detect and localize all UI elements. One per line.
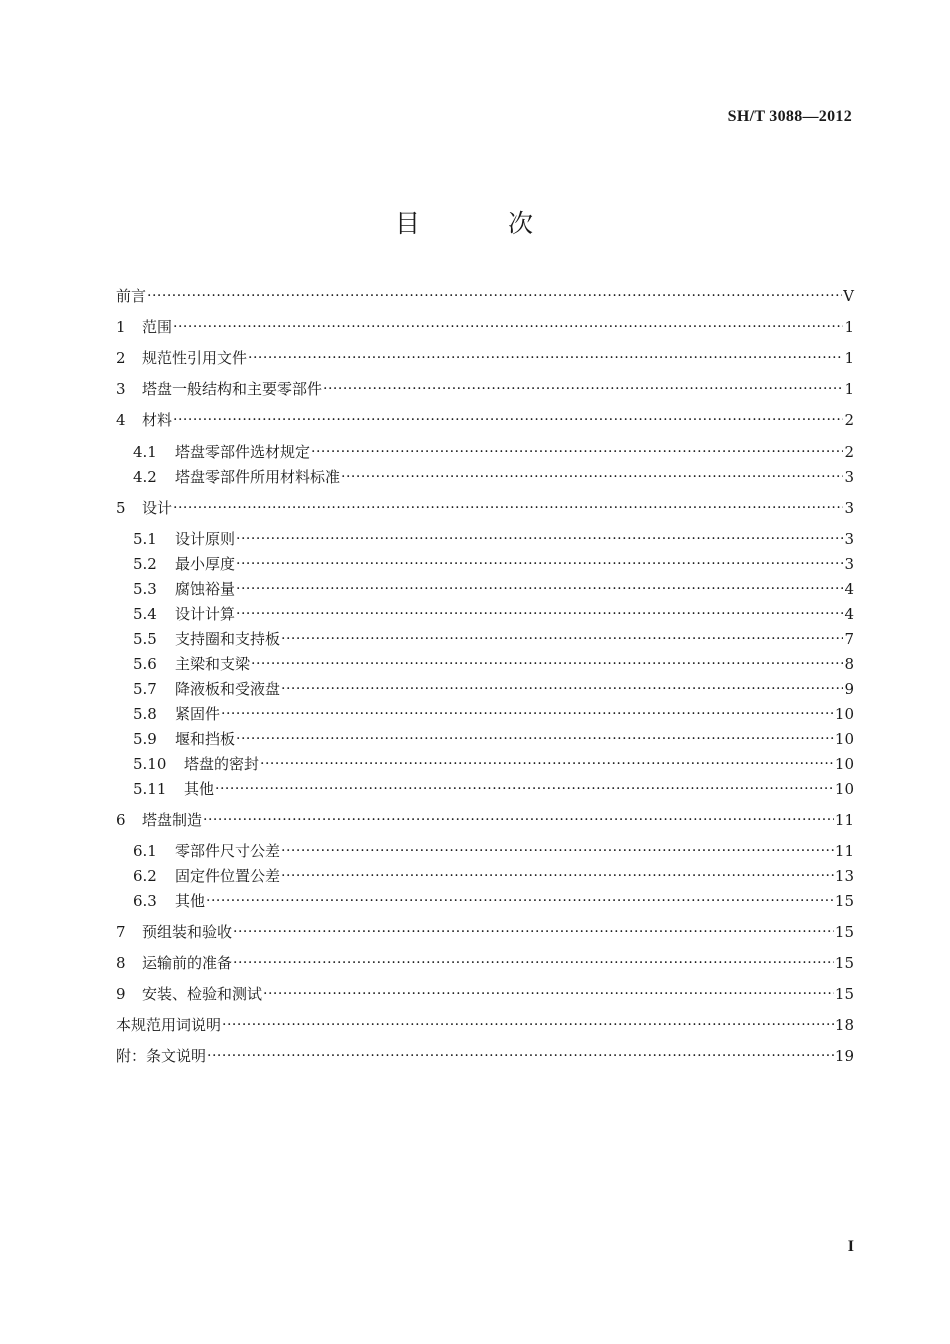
toc-entry-number: 5.7 <box>133 680 157 698</box>
toc-entry-number: 5.9 <box>133 730 157 748</box>
toc-entry[interactable] <box>133 652 854 674</box>
toc-entry[interactable] <box>133 727 854 749</box>
toc-entry-page: 19 <box>834 1047 854 1065</box>
toc-entry[interactable] <box>133 839 854 861</box>
toc-entry-page: 3 <box>844 499 854 517</box>
toc-entry-page: 1 <box>844 380 854 398</box>
toc-entry-label: 设计计算 <box>175 605 236 623</box>
toc-entry[interactable] <box>133 777 854 799</box>
toc-entry-label: 紧固件 <box>175 705 221 723</box>
toc-entry[interactable] <box>116 982 854 1004</box>
toc-entry-page: 3 <box>844 555 854 573</box>
toc-entry-label: 支持圈和支持板 <box>175 630 281 648</box>
toc-entry-number: 5.8 <box>133 705 157 723</box>
toc-entry-number: 5.5 <box>133 630 157 648</box>
toc-entry-label: 范围 <box>142 318 173 336</box>
toc-entry-number: 5.4 <box>133 605 157 623</box>
toc-entry-label: 堰和挡板 <box>175 730 236 748</box>
toc-entry[interactable] <box>133 465 854 487</box>
toc-entry-page: 1 <box>844 349 854 367</box>
toc-dot-leader <box>236 729 834 749</box>
toc-dot-leader <box>341 467 843 487</box>
toc-entry-number: 3 <box>116 380 126 398</box>
toc-entry-label: 最小厚度 <box>175 555 236 573</box>
toc-entry[interactable] <box>116 408 854 430</box>
toc-dot-leader <box>236 604 843 624</box>
toc-dot-leader <box>236 554 843 574</box>
toc-entry-page: 8 <box>844 655 854 673</box>
toc-dot-leader <box>281 841 834 861</box>
toc-entry-label: 前言 <box>116 287 147 305</box>
toc-dot-leader <box>311 442 843 462</box>
toc-entry[interactable] <box>116 377 854 399</box>
toc-entry-label: 运输前的准备 <box>142 954 233 972</box>
document-code: SH/T 3088—2012 <box>727 108 852 125</box>
toc-entry-label: 塔盘零部件选材规定 <box>175 443 311 461</box>
toc-entry[interactable] <box>116 346 854 368</box>
toc-entry-number: 5.6 <box>133 655 157 673</box>
toc-entry-label: 本规范用词说明 <box>116 1016 222 1034</box>
toc-dot-leader <box>236 529 843 549</box>
toc-entry-number: 6.1 <box>133 842 157 860</box>
toc-entry-page: 10 <box>834 755 854 773</box>
toc-entry[interactable] <box>133 602 854 624</box>
toc-dot-leader <box>221 704 834 724</box>
toc-entry[interactable] <box>133 677 854 699</box>
toc-entry-page: 11 <box>834 842 854 860</box>
toc-entry-page: 15 <box>834 923 854 941</box>
toc-entry-label: 塔盘零部件所用材料标准 <box>175 468 341 486</box>
toc-entry-label: 主梁和支梁 <box>175 655 251 673</box>
toc-entry[interactable] <box>116 496 854 518</box>
toc-entry-label: 设计原则 <box>175 530 236 548</box>
toc-dot-leader <box>251 654 843 674</box>
toc-entry-page: 10 <box>834 780 854 798</box>
toc-entry-page: 4 <box>844 605 854 623</box>
toc-entry[interactable] <box>116 808 854 830</box>
toc-title: 目 次 <box>395 209 573 238</box>
toc-dot-leader <box>248 348 843 368</box>
toc-dot-leader <box>203 810 834 830</box>
toc-entry-label: 预组装和验收 <box>142 923 233 941</box>
toc-dot-leader <box>236 579 843 599</box>
toc-entry-label: 零部件尺寸公差 <box>175 842 281 860</box>
toc-entry-label: 塔盘一般结构和主要零部件 <box>142 380 323 398</box>
toc-entry-number: 4 <box>116 411 126 429</box>
page-number: I <box>847 1238 854 1255</box>
toc-dot-leader <box>173 498 843 518</box>
toc-dot-leader <box>207 1046 834 1066</box>
toc-entry-label: 塔盘制造 <box>142 811 203 829</box>
toc-entry-number: 6.3 <box>133 892 157 910</box>
toc-entry[interactable] <box>133 577 854 599</box>
toc-entry-label: 材料 <box>142 411 173 429</box>
toc-entry[interactable] <box>116 1013 854 1035</box>
toc-dot-leader <box>323 379 843 399</box>
toc-entry[interactable] <box>133 752 854 774</box>
toc-entry-page: 15 <box>834 954 854 972</box>
toc-entry-number: 6 <box>116 811 126 829</box>
toc-entry-page: 9 <box>844 680 854 698</box>
toc-entry-label: 腐蚀裕量 <box>175 580 236 598</box>
toc-entry-number: 6.2 <box>133 867 157 885</box>
toc-entry-label: 其他 <box>175 892 206 910</box>
toc-entry-page: 15 <box>834 985 854 1003</box>
toc-entry[interactable] <box>133 889 854 911</box>
toc-dot-leader <box>233 953 834 973</box>
toc-entry[interactable] <box>133 864 854 886</box>
toc-entry-page: 2 <box>844 411 854 429</box>
toc-entry-number: 5.11 <box>133 780 167 798</box>
toc-entry-number: 5.1 <box>133 530 157 548</box>
toc-entry-page: 11 <box>834 811 854 829</box>
toc-entry-number: 1 <box>116 318 126 336</box>
toc-dot-leader <box>206 891 834 911</box>
toc-entry-number: 5.10 <box>133 755 167 773</box>
toc-entry-label: 塔盘的密封 <box>184 755 260 773</box>
toc-entry-page: 3 <box>844 468 854 486</box>
toc-entry[interactable] <box>116 315 854 337</box>
toc-entry[interactable] <box>116 951 854 973</box>
toc-entry[interactable] <box>133 527 854 549</box>
toc-dot-leader <box>173 410 843 430</box>
toc-entry[interactable] <box>116 284 854 306</box>
toc-entry[interactable] <box>133 440 854 462</box>
toc-entry-page: 10 <box>834 730 854 748</box>
toc-entry[interactable] <box>133 702 854 724</box>
toc-entry-label: 设计 <box>142 499 173 517</box>
toc-entry-page: 7 <box>844 630 854 648</box>
toc-dot-leader <box>173 317 843 337</box>
toc-entry-page: V <box>843 287 854 305</box>
toc-entry-number: 8 <box>116 954 126 972</box>
toc-entry-number: 4.1 <box>133 443 157 461</box>
toc-entry-page: 3 <box>844 530 854 548</box>
toc-dot-leader <box>260 754 834 774</box>
toc-dot-leader <box>281 679 843 699</box>
toc-entry-label: 附：条文说明 <box>116 1047 207 1065</box>
toc-dot-leader <box>281 866 834 886</box>
toc-entry-label: 安装、检验和测试 <box>142 985 263 1003</box>
toc-dot-leader <box>281 629 843 649</box>
toc-entry[interactable] <box>116 1044 854 1066</box>
toc-entry-page: 1 <box>844 318 854 336</box>
toc-entry-label: 规范性引用文件 <box>142 349 248 367</box>
toc-entry-number: 5.3 <box>133 580 157 598</box>
toc-entry-page: 15 <box>834 892 854 910</box>
toc-entry-label: 其他 <box>184 780 215 798</box>
toc-dot-leader <box>263 984 834 1004</box>
toc-entry[interactable] <box>133 627 854 649</box>
toc-entry-page: 2 <box>844 443 854 461</box>
toc-entry-label: 固定件位置公差 <box>175 867 281 885</box>
toc-entry-label: 降液板和受液盘 <box>175 680 281 698</box>
toc-entry[interactable] <box>116 920 854 942</box>
toc-entry-page: 18 <box>834 1016 854 1034</box>
toc-entry-page: 4 <box>844 580 854 598</box>
toc-dot-leader <box>147 286 842 306</box>
toc-entry-number: 9 <box>116 985 126 1003</box>
toc-entry-number: 5 <box>116 499 126 517</box>
toc-entry-number: 7 <box>116 923 126 941</box>
toc-entry-number: 2 <box>116 349 126 367</box>
toc-entry-page: 10 <box>834 705 854 723</box>
toc-entry[interactable] <box>133 552 854 574</box>
toc-entry-number: 5.2 <box>133 555 157 573</box>
toc-dot-leader <box>233 922 834 942</box>
toc-entry-number: 4.2 <box>133 468 157 486</box>
toc-dot-leader <box>222 1015 834 1035</box>
toc-entry-page: 13 <box>834 867 854 885</box>
toc-dot-leader <box>215 779 834 799</box>
